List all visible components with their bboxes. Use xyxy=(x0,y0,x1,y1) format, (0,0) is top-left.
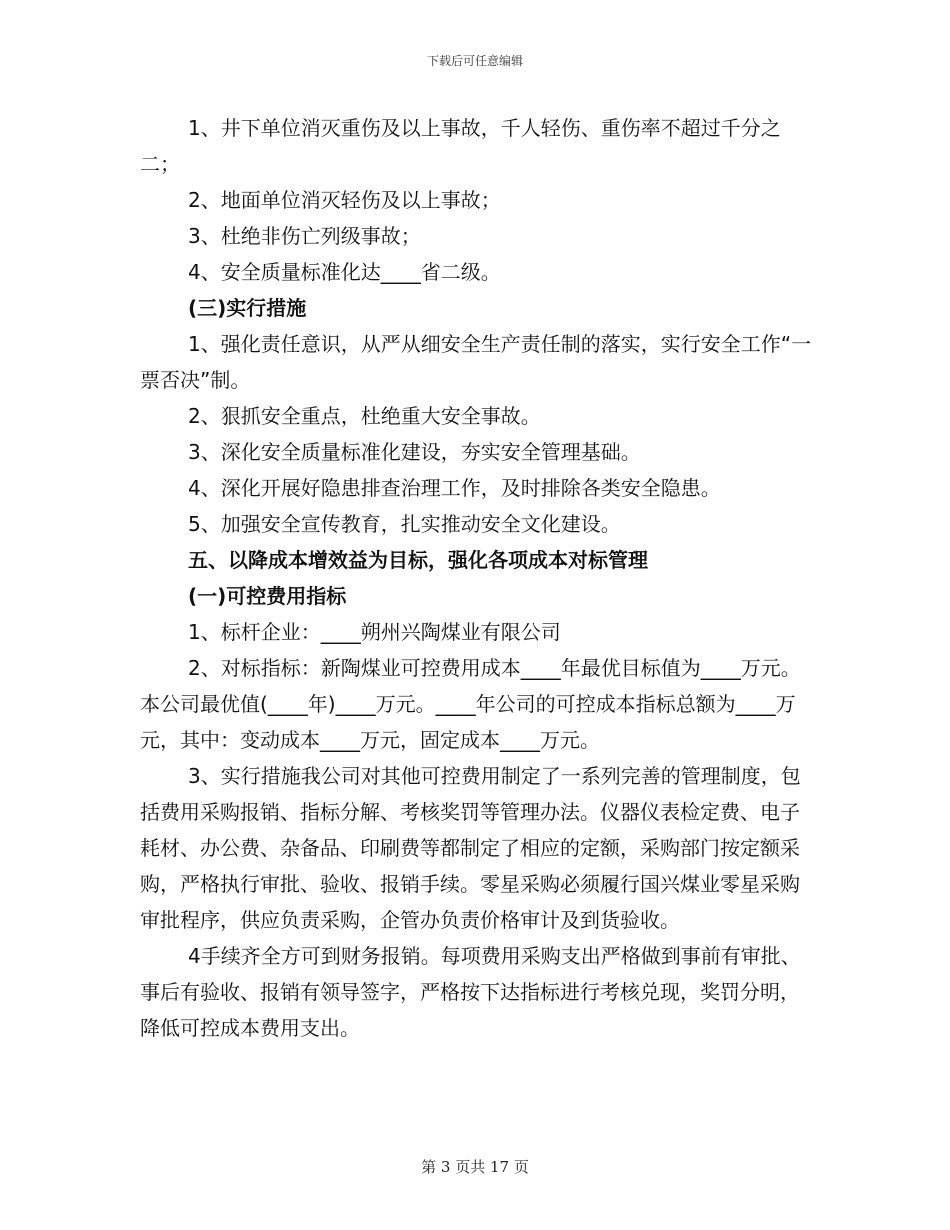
paragraph-measure-1: 1、强化责任意识，从严从细安全生产责任制的落实，实行安全工作“一票否决”制。 xyxy=(140,332,812,392)
paragraph-benchmark-company: 1、标杆企业：____朔州兴陶煤业有限公司 xyxy=(188,620,561,644)
paragraph-measure-5: 5、加强安全宣传教育，扎实推动安全文化建设。 xyxy=(188,512,621,536)
document-body xyxy=(140,110,812,1046)
paragraph-reimbursement: 4手续齐全方可到财务报销。每项费用采购支出严格做到事前有审批、事后有验收、报销有领导签字，严格按下达指标进行考核兑现，奖罚分明，降低可控成本费用支出。 xyxy=(140,944,801,1040)
page-header: 下载后可任意编辑 xyxy=(426,54,523,68)
paragraph-goal-1: 1、井下单位消灭重伤及以上事故，千人轻伤、重伤率不超过千分之二； xyxy=(140,116,781,176)
page-footer: 第 3 页共 17 页 xyxy=(421,1158,529,1176)
paragraph-goal-2: 2、地面单位消灭轻伤及以上事故； xyxy=(188,188,501,212)
paragraph-measure-4: 4、深化开展好隐患排查治理工作，及时排除各类安全隐患。 xyxy=(188,476,721,500)
paragraph-measure-2: 2、狠抓安全重点，杜绝重大安全事故。 xyxy=(188,404,541,428)
section-heading-measures: (三)实行措施 xyxy=(188,296,307,320)
paragraph-benchmark-indicator: 2、对标指标：新陶煤业可控费用成本____年最优目标值为____万元。本公司最优值(____年)____万元。____年公司的可控成本指标总额为____万元，其中：变动成本____万元，固定成本____万元。 xyxy=(140,656,801,752)
section-heading-controllable-costs: (一)可控费用指标 xyxy=(188,584,347,608)
paragraph-cost-measures: 3、实行措施我公司对其他可控费用制定了一系列完善的管理制度，包括费用采购报销、指标分解、考核奖罚等管理办法。仪器仪表检定费、电子耗材、办公费、杂备品、印刷费等都制定了相应的定额，采购部门按定额采购，严格执行审批、验收、报销手续。零星采购必须履行国兴煤业零星采购审批程序，供应负责采购，企管办负责价格审计及到货验收。 xyxy=(140,764,801,932)
chapter-heading-cost: 五、以降成本增效益为目标，强化各项成本对标管理 xyxy=(188,548,648,572)
paragraph-measure-3: 3、深化安全质量标准化建设，夯实安全管理基础。 xyxy=(188,440,641,464)
paragraph-goal-3: 3、杜绝非伤亡列级事故； xyxy=(188,224,421,248)
paragraph-goal-4: 4、安全质量标准化达____省二级。 xyxy=(188,260,501,284)
